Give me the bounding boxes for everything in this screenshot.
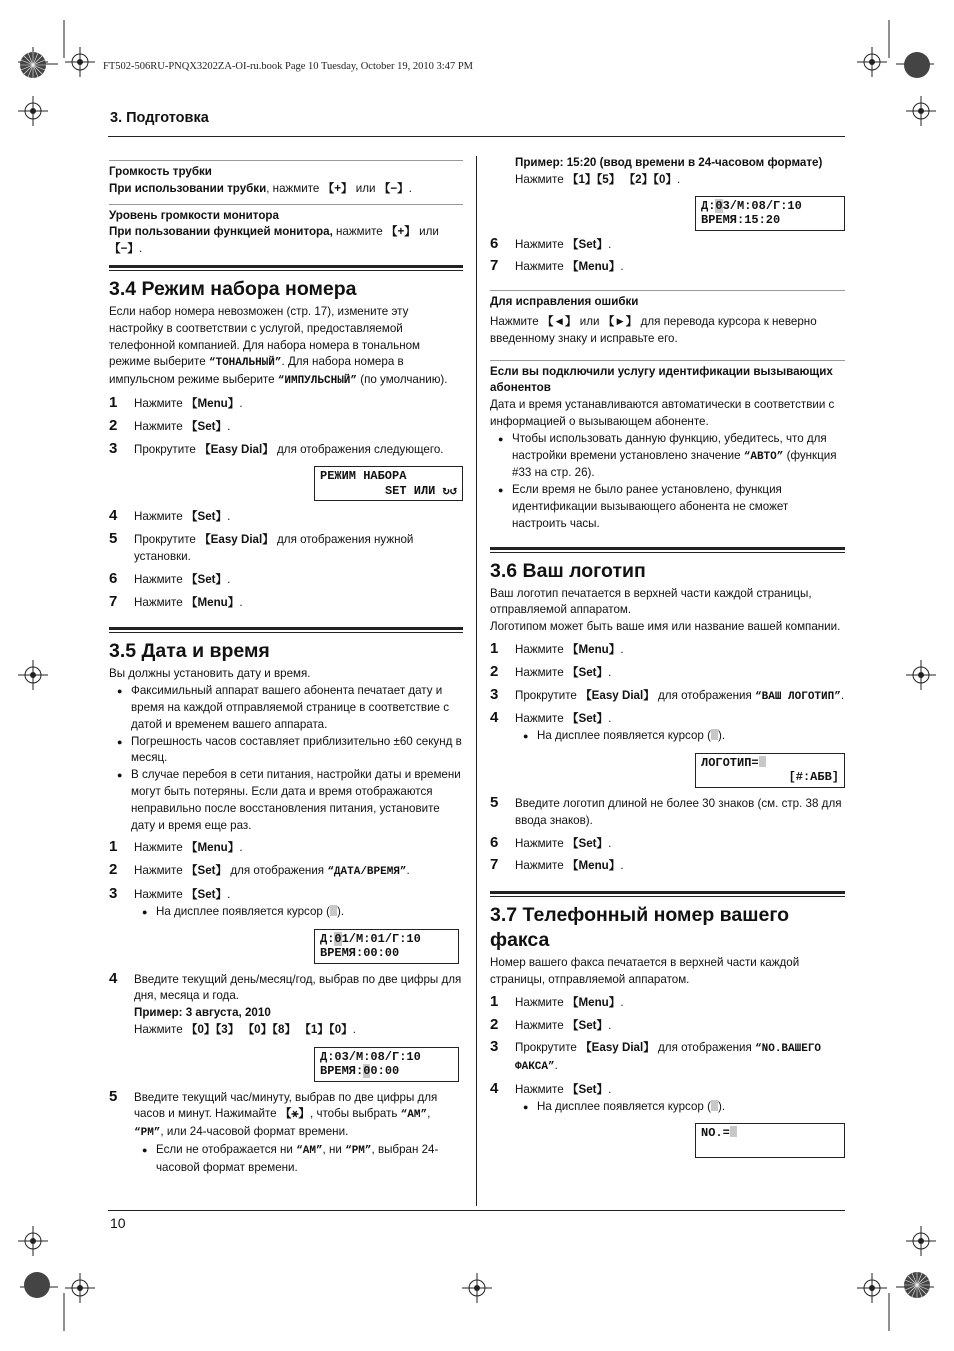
step-1: 1 Нажмите 【Menu】. [490, 639, 624, 657]
registration-crosshair-icon [857, 1273, 887, 1303]
registration-crosshair-icon [65, 47, 95, 77]
starburst-mark-icon [22, 1270, 52, 1300]
step-1: 1 Нажмите 【Menu】. [490, 992, 624, 1010]
monitor-volume-text: При пользовании функцией монитора, нажмите 【+】 или 【−】. [109, 225, 439, 256]
separator [490, 290, 845, 291]
header-rule [108, 136, 845, 137]
registration-crosshair-icon [462, 1273, 492, 1303]
bullet-item: ● Чтобы использовать данную функцию, убедитесь, что для настройки времени установлено значение “АВТО” (функция #33 на стр. 26). [490, 431, 845, 482]
section-rule [490, 891, 845, 897]
handset-volume-text: При использовании трубки, нажмите 【+】 или 【−】. [109, 181, 412, 195]
handset-volume-title: Громкость трубки [109, 165, 212, 178]
step-1: 1 Нажмите 【Menu】. [109, 393, 243, 411]
cursor-block-icon [711, 729, 718, 740]
step-6: 6 Нажмите 【Set】. [109, 569, 231, 587]
fix-error-title: Для исправления ошибки [490, 295, 639, 309]
registration-crosshair-icon [18, 96, 48, 126]
separator [109, 204, 463, 205]
section-3-6-intro: Ваш логотип печатается в верхней части каждой страницы, отправляемой аппаратом. [490, 586, 812, 617]
registration-crosshair-icon [857, 47, 887, 77]
left-column [109, 160, 463, 1177]
step-1: 1 Нажмите 【Menu】. [109, 838, 243, 856]
registration-crosshair-icon [906, 660, 936, 690]
starburst-mark-icon [902, 50, 932, 80]
section-title-3-5: 3.5 Дата и время [109, 640, 270, 663]
step-5: 5 Введите текущий час/минуту, выбрав по две цифры для часов и минут. Нажимайте 【⚹】, чтобы выбрать “AM”, “PM”, или 24-часовой формат времени. [109, 1087, 438, 1140]
step-6: 6 Нажмите 【Set】. [490, 234, 612, 252]
cursor-note: ● На дисплее появляется курсор ( ). [490, 728, 845, 745]
cursor-note: ● На дисплее появляется курсор ( ). [490, 1099, 845, 1116]
cursor-note: ● На дисплее появляется курсор ( ). [109, 904, 463, 921]
step-3: 3 Прокрутите 【Easy Dial】 для отображения следующего. [109, 439, 444, 457]
section-title-3-6: 3.6 Ваш логотип [490, 559, 646, 582]
bullet-item: ● Факсимильный аппарат вашего абонента печатает дату и время на каждой отправляемой странице в соответствие с датой и временем вашего аппарата. [109, 683, 463, 733]
section-rule [490, 547, 845, 553]
bullet-item: ● В случае перебоя в сети питания, настройки даты и времени могут быть потеряны. Если дата и время отображаются неправильно после восстановления питания, установите дату и время еще раз. [109, 767, 463, 834]
separator [490, 360, 845, 361]
lcd-display-dial-mode: РЕЖИМ НАБОРА SET ИЛИ ↻↺ [314, 466, 463, 501]
note-24h: ● Если не отображается ни “AM”, ни “PM”, выбран 24-часовой формат времени. [109, 1142, 463, 1177]
registration-crosshair-icon [18, 1226, 48, 1256]
starburst-mark-icon [902, 1270, 932, 1300]
step-2: 2 Нажмите 【Set】. [490, 662, 612, 680]
section-3-4-intro: Если набор номера невозможен (стр. 17), измените эту настройку в соответствии с услугой, предоставляемой телефонной компанией. Для набора номера в тональном режиме выберите “ТОНАЛЬНЫЙ”. Для набора номера в импульсном режиме выберите “ИМПУЛЬСНЫЙ” (по умолчанию). [109, 304, 448, 388]
step-7: 7 Нажмите 【Menu】. [490, 257, 624, 275]
registration-crosshair-icon [906, 1226, 936, 1256]
section-header: 3. Подготовка [110, 110, 209, 126]
step-3: 3 Прокрутите 【Easy Dial】 для отображения “NO.ВАШЕГО ФАКСА”. [490, 1038, 822, 1074]
step-4: 4 Нажмите 【Set】. [109, 507, 231, 525]
cursor-block-icon [759, 756, 766, 767]
lcd-display-fax-number: NO.= [695, 1123, 845, 1158]
registration-crosshair-icon [65, 1273, 95, 1303]
bullet-item: ● Погрешность часов составляет приблизительно ±60 секунд в месяц. [109, 734, 463, 768]
section-title-3-7: 3.7 Телефонный номер вашего факса [490, 904, 790, 952]
cursor-block-icon [711, 1100, 718, 1111]
section-rule [109, 627, 463, 633]
lcd-display-time: Д:03/М:08/Г:10 ВРЕМЯ:00:00 [314, 1047, 459, 1082]
step-3: 3 Нажмите 【Set】. [109, 884, 231, 902]
caller-id-title: Если вы подключили услугу идентификации вызывающих абонентов [490, 364, 833, 395]
section-rule [109, 265, 463, 271]
step-4: 4 Нажмите 【Set】. [490, 709, 612, 727]
file-info-header: FT502-506RU-PNQX3202ZA-OI-ru.book Page 10 Tuesday, October 19, 2010 3:47 PM [103, 61, 474, 72]
step-4: 4 Нажмите 【Set】. [490, 1079, 612, 1097]
step-6: 6 Нажмите 【Set】. [490, 833, 612, 851]
cursor-block-icon [730, 1126, 737, 1137]
section-3-6-intro-2: Логотипом может быть ваше имя или название вашей компании. [490, 620, 841, 634]
example-time: Пример: 15:20 (ввод времени в 24-часовом формате) Нажмите 【1】【5】 【2】【0】. [515, 156, 823, 186]
page-number: 10 [110, 1215, 126, 1231]
column-divider [476, 156, 477, 1206]
step-2: 2 Нажмите 【Set】. [109, 416, 231, 434]
step-7: 7 Нажмите 【Menu】. [109, 592, 243, 610]
step-5: 5 Введите логотип длиной не более 30 знаков (см. стр. 38 для ввода знаков). [490, 793, 842, 827]
step-4: 4 Введите текущий день/месяц/год, выбрав по две цифры для дня, месяца и года. Пример: 3 августа, 2010 Нажмите 【0】【3】 【0】【8】 【1】【0】. [109, 969, 462, 1036]
section-title-3-4: 3.4 Режим набора номера [109, 277, 357, 300]
section-3-5-intro: Вы должны установить дату и время. [109, 667, 311, 681]
bullet-item: ● Если время не было ранее установлено, функция идентификации вызывающего абонента не сможет настроить часы. [490, 482, 845, 532]
footer-rule [108, 1210, 845, 1211]
monitor-volume-title: Уровень громкости монитора [109, 208, 279, 222]
caller-id-text: Дата и время устанавливаются автоматически в соответствии с информацией о вызывающем абоненте. [490, 398, 835, 428]
step-7: 7 Нажмите 【Menu】. [490, 856, 624, 874]
lcd-display-logo: ЛОГОТИП= [#:АБВ] [695, 753, 845, 788]
step-5: 5 Прокрутите 【Easy Dial】 для отображения нужной установки. [109, 530, 414, 563]
lcd-display-date: Д:01/М:01/Г:10 ВРЕМЯ:00:00 [314, 929, 459, 964]
cursor-block-icon [330, 905, 337, 916]
lcd-display-time-set: Д:03/М:08/Г:10 ВРЕМЯ:15:20 [695, 196, 845, 231]
separator [109, 160, 463, 161]
registration-crosshair-icon [906, 96, 936, 126]
step-2: 2 Нажмите 【Set】 для отображения “ДАТА/ВРЕМЯ”. [109, 861, 410, 879]
section-3-7-intro: Номер вашего факса печатается в верхней части каждой страницы, отправляемой аппаратом. [490, 956, 800, 986]
starburst-mark-icon [18, 50, 48, 80]
fix-error-text: Нажмите 【◄】 или 【►】 для перевода курсора к неверно введенному знаку и исправьте его. [490, 314, 817, 345]
step-3: 3 Прокрутите 【Easy Dial】 для отображения “ВАШ ЛОГОТИП”. [490, 685, 845, 703]
step-2: 2 Нажмите 【Set】. [490, 1015, 612, 1033]
right-column [490, 155, 845, 1158]
registration-crosshair-icon [18, 660, 48, 690]
